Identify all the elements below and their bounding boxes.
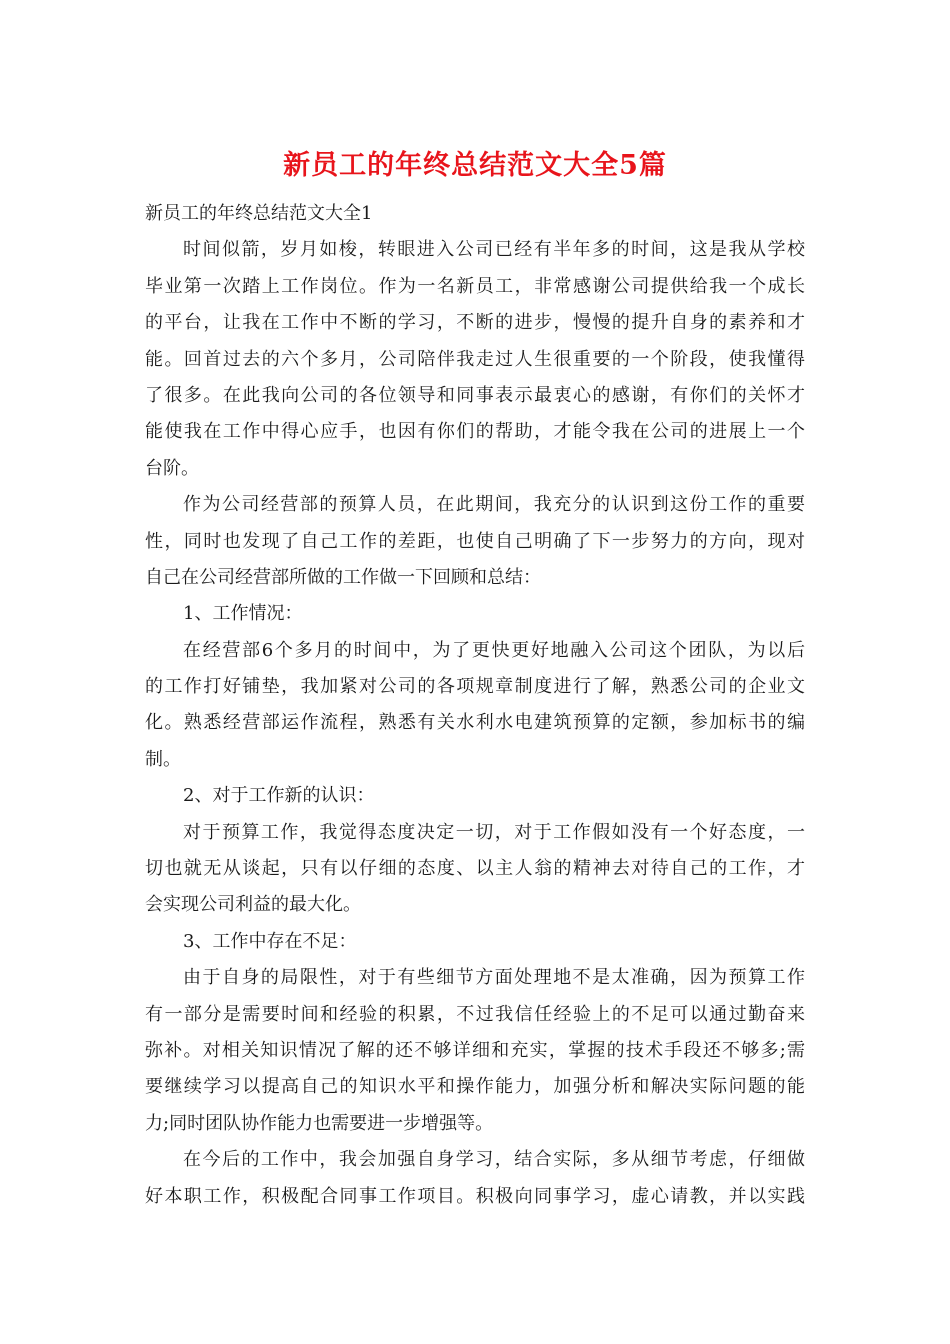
body-text-line: 了很多。在此我向公司的各位领导和同事表示最衷心的感谢，有你们的关怀才: [145, 384, 805, 406]
body-text-line: 对于预算工作，我觉得态度决定一切，对于工作假如没有一个好态度，一: [183, 821, 805, 843]
body-text-line: 1、工作情况：: [183, 603, 303, 625]
document-subtitle: 新员工的年终总结范文大全1: [145, 203, 373, 224]
body-text-line: 在经营部6个多月的时间中，为了更快更好地融入公司这个团队，为以后: [183, 639, 805, 661]
body-text-line: 切也就无从谈起，只有以仔细的态度、以主人翁的精神去对待自己的工作，才: [145, 858, 805, 880]
body-text-line: 台阶。: [145, 457, 199, 479]
body-text-line: 性，同时也发现了自己工作的差距，也使自己明确了下一步努力的方向，现对: [145, 530, 805, 552]
body-text-line: 的平台，让我在工作中不断的学习，不断的进步，慢慢的提升自身的素养和才: [145, 312, 805, 334]
document-body: [145, 196, 805, 1215]
body-text-line: 好本职工作，积极配合同事工作项目。积极向同事学习，虚心请教，并以实践: [145, 1185, 805, 1207]
document-title: 新员工的年终总结范文大全5篇: [283, 150, 667, 181]
body-text-line: 弥补。对相关知识情况了解的还不够详细和充实，掌握的技术手段还不够多;需: [145, 1039, 805, 1061]
body-text-line: 的工作打好铺垫，我加紧对公司的各项规章制度进行了解，熟悉公司的企业文: [145, 676, 805, 698]
body-text-line: 能。回首过去的六个多月，公司陪伴我走过人生很重要的一个阶段，使我懂得: [145, 348, 805, 370]
body-text-line: 要继续学习以提高自己的知识水平和操作能力，加强分析和解决实际问题的能: [145, 1076, 805, 1098]
body-text-line: 作为公司经营部的预算人员，在此期间，我充分的认识到这份工作的重要: [183, 494, 805, 516]
body-text-line: 3、工作中存在不足：: [183, 930, 357, 952]
body-text-line: 会实现公司利益的最大化。: [145, 894, 361, 916]
body-text-line: 化。熟悉经营部运作流程，熟悉有关水利水电建筑预算的定额，参加标书的编: [145, 712, 805, 734]
body-text-line: 制。: [145, 748, 181, 770]
body-text-line: 能使我在工作中得心应手，也因有你们的帮助，才能令我在公司的进展上一个: [145, 421, 805, 443]
body-text-line: 在今后的工作中，我会加强自身学习，结合实际，多从细节考虑，仔细做: [183, 1149, 805, 1171]
body-text-line: 有一部分是需要时间和经验的积累，不过我信任经验上的不足可以通过勤奋来: [145, 1003, 805, 1025]
body-text-line: 力;同时团队协作能力也需要进一步增强等。: [145, 1112, 494, 1134]
body-text-line: 时间似箭，岁月如梭，转眼进入公司已经有半年多的时间，这是我从学校: [183, 239, 805, 261]
body-text-line: 毕业第一次踏上工作岗位。作为一名新员工，非常感谢公司提供给我一个成长: [145, 275, 805, 297]
body-text-line: 自己在公司经营部所做的工作做一下回顾和总结：: [145, 566, 541, 588]
body-text-line: 由于自身的局限性，对于有些细节方面处理地不是太准确，因为预算工作: [183, 967, 805, 989]
body-text-line: 2、对于工作新的认识：: [183, 785, 375, 807]
body-lines: [145, 232, 805, 1215]
